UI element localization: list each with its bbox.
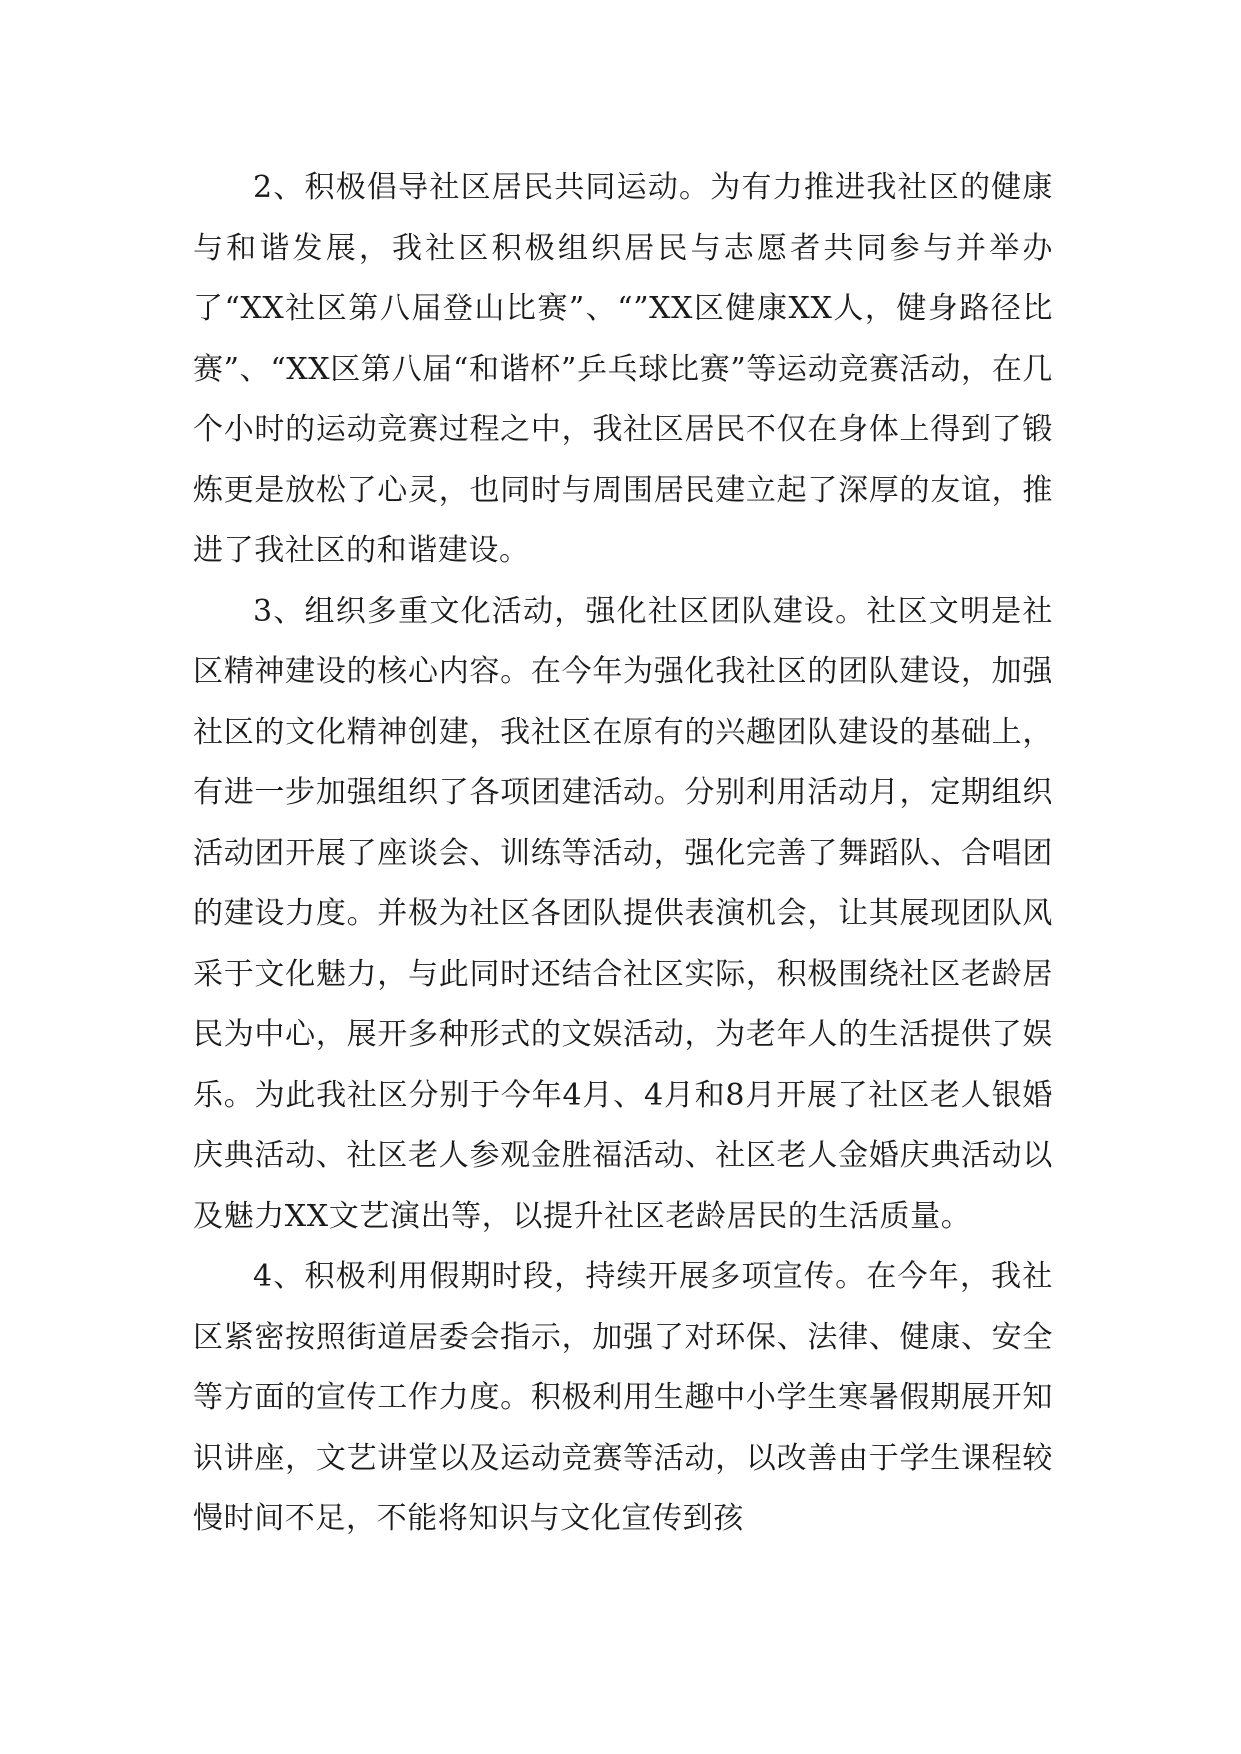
document-body	[193, 158, 1053, 1550]
paragraph-sports: 2、积极倡导社区居民共同运动。为有力推进我社区的健康与和谐发展，我社区积极组织居民与志愿者共同参与并举办了“XX社区第八届登山比赛”、“”XX区健康XX人，健身路径比赛”、“XX区第八届“和谐杯”乒乓球比赛”等运动竞赛活动，在几个小时的运动竞赛过程之中，我社区居民不仅在身体上得到了锻炼更是放松了心灵，也同时与周围居民建立起了深厚的友谊，推进了我社区的和谐建设。	[193, 170, 1053, 568]
paragraph-publicity: 4、积极利用假期时段，持续开展多项宣传。在今年，我社区紧密按照街道居委会指示，加强了对环保、法律、健康、安全等方面的宣传工作力度。积极利用生趣中小学生寒暑假期展开知识讲座，文艺讲堂以及运动竞赛等活动，以改善由于学生课程较慢时间不足，不能将知识与文化宣传到孩	[193, 1259, 1053, 1536]
paragraph-culture: 3、组织多重文化活动，强化社区团队建设。社区文明是社区精神建设的核心内容。在今年为强化我社区的团队建设，加强社区的文化精神创建，我社区在原有的兴趣团队建设的基础上，有进一步加强组织了各项团建活动。分别利用活动月，定期组织活动团开展了座谈会、训练等活动，强化完善了舞蹈队、合唱团的建设力度。并极为社区各团队提供表演机会，让其展现团队风采于文化魅力，与此同时还结合社区实际，积极围绕社区老龄居民为中心，展开多种形式的文娱活动，为老年人的生活提供了娱乐。为此我社区分别于今年4月、4月和8月开展了社区老人银婚庆典活动、社区老人参观金胜福活动、社区老人金婚庆典活动以及魅力XX文艺演出等，以提升社区老龄居民的生活质量。	[193, 593, 1053, 1234]
